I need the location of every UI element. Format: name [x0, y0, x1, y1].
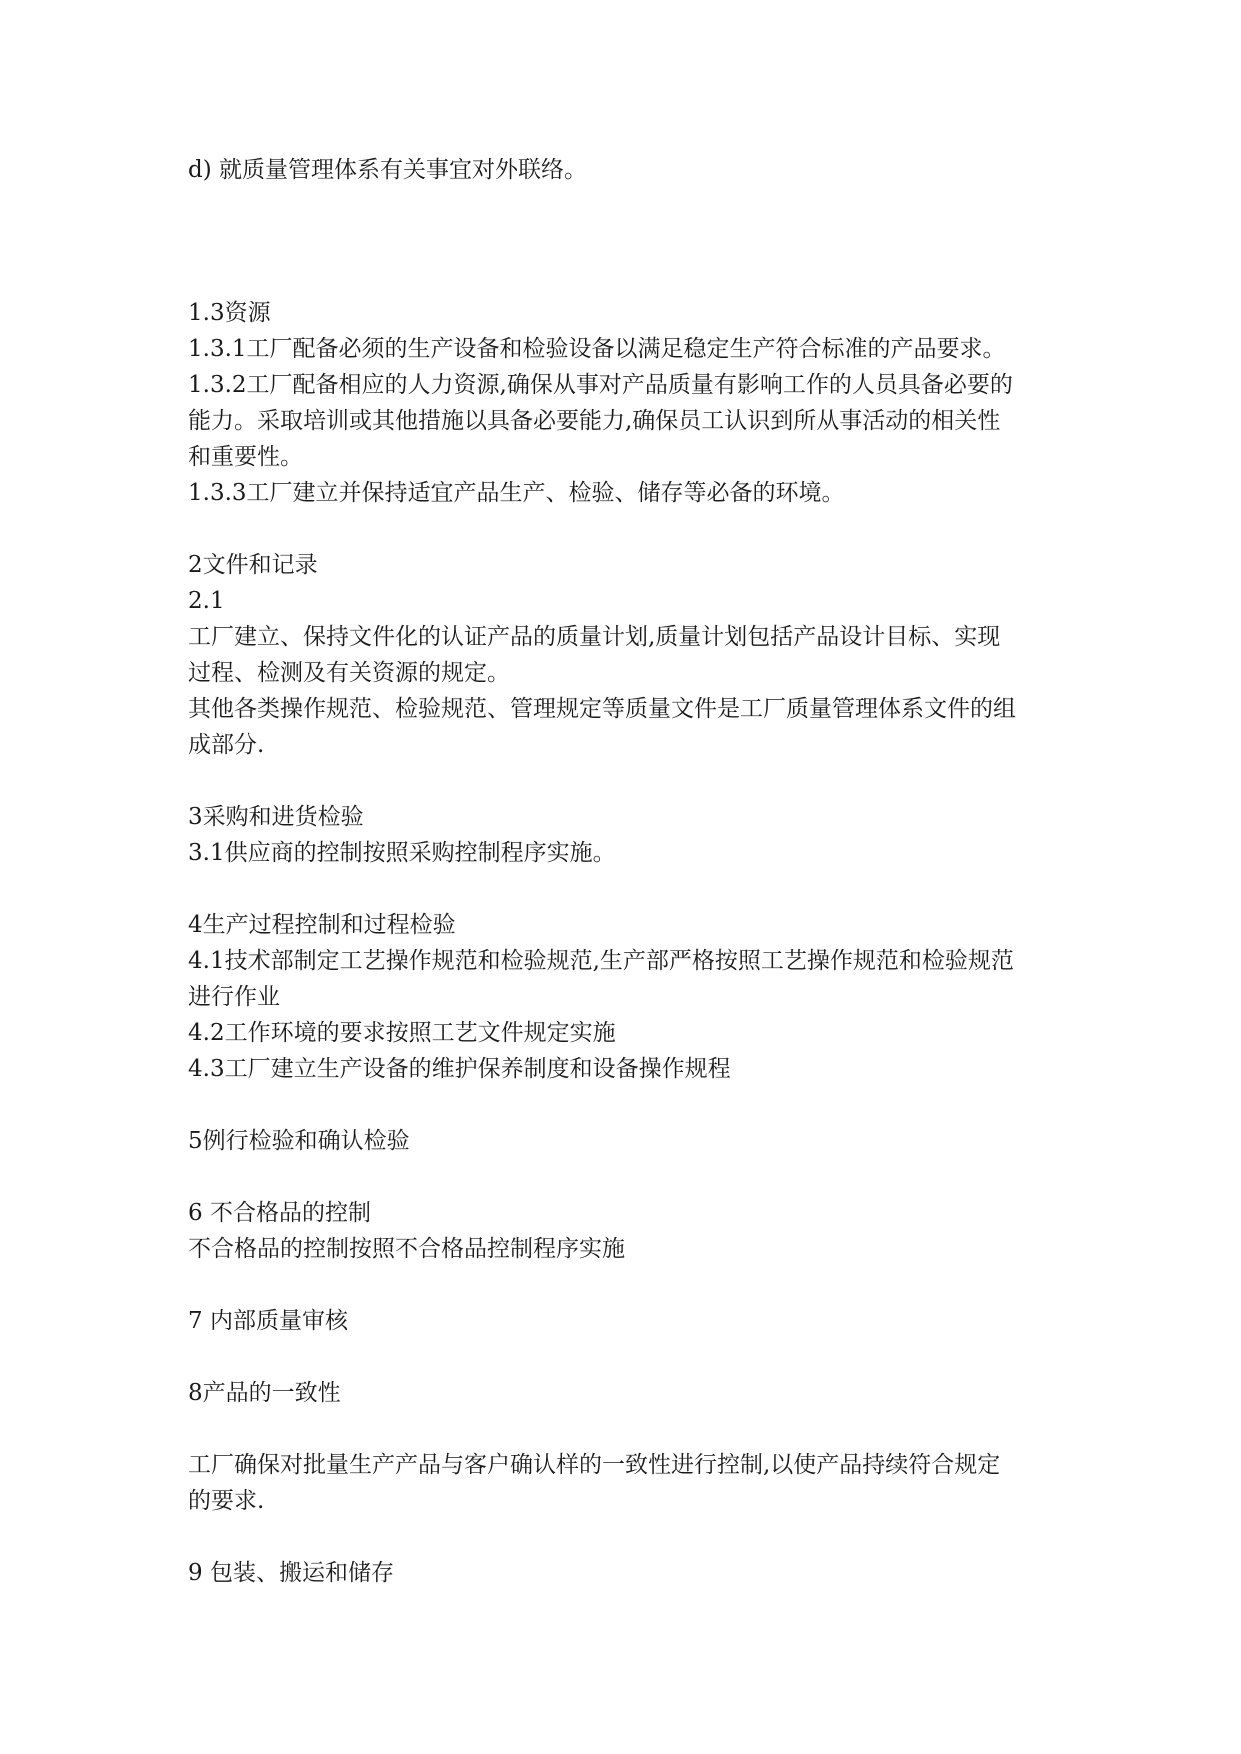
text-line: 工厂建立、保持文件化的认证产品的质量计划,质量计划包括产品设计目标、实现: [188, 624, 1001, 650]
section-heading: 1.3资源: [188, 300, 271, 326]
text-line: 2.1: [188, 588, 225, 614]
text-line: 4.1技术部制定工艺操作规范和检验规范,生产部严格按照工艺操作规范和检验规范: [188, 948, 1014, 974]
text-line: 1.3.2工厂配备相应的人力资源,确保从事对产品质量有影响工作的人员具备必要的: [188, 372, 1013, 398]
text-line: 的要求.: [188, 1488, 265, 1514]
section-heading: 5例行检验和确认检验: [188, 1128, 410, 1154]
section-heading: 3采购和进货检验: [188, 804, 364, 830]
section-heading: 8产品的一致性: [188, 1380, 341, 1406]
text-line: 进行作业: [188, 984, 280, 1010]
text-line: 工厂确保对批量生产产品与客户确认样的一致性进行控制,以使产品持续符合规定: [188, 1452, 1001, 1478]
text-line: 能力。采取培训或其他措施以具备必要能力,确保员工认识到所从事活动的相关性: [188, 408, 1001, 434]
text-line: 3.1供应商的控制按照采购控制程序实施。: [188, 840, 616, 866]
section-heading: 4生产过程控制和过程检验: [188, 912, 456, 938]
section-heading: 6 不合格品的控制: [188, 1200, 371, 1226]
text-line: 4.2工作环境的要求按照工艺文件规定实施: [188, 1020, 616, 1046]
text-line: 1.3.1工厂配备必须的生产设备和检验设备以满足稳定生产符合标准的产品要求。: [188, 336, 1006, 362]
text-line: 其他各类操作规范、检验规范、管理规定等质量文件是工厂质量管理体系文件的组: [188, 696, 1016, 722]
text-line: 过程、检测及有关资源的规定。: [188, 660, 510, 686]
section-heading: 7 内部质量审核: [188, 1308, 348, 1334]
section-heading: 9 包装、搬运和储存: [188, 1560, 394, 1586]
text-line: 和重要性。: [188, 444, 303, 470]
section-heading: 2文件和记录: [188, 552, 318, 578]
text-line: 1.3.3工厂建立并保持适宜产品生产、检验、储存等必备的环境。: [188, 480, 845, 506]
text-line: 成部分.: [188, 732, 265, 758]
text-line: 不合格品的控制按照不合格品控制程序实施: [188, 1236, 625, 1262]
text-line: d) 就质量管理体系有关事宜对外联络。: [188, 157, 588, 183]
text-line: 4.3工厂建立生产设备的维护保养制度和设备操作规程: [188, 1056, 731, 1082]
